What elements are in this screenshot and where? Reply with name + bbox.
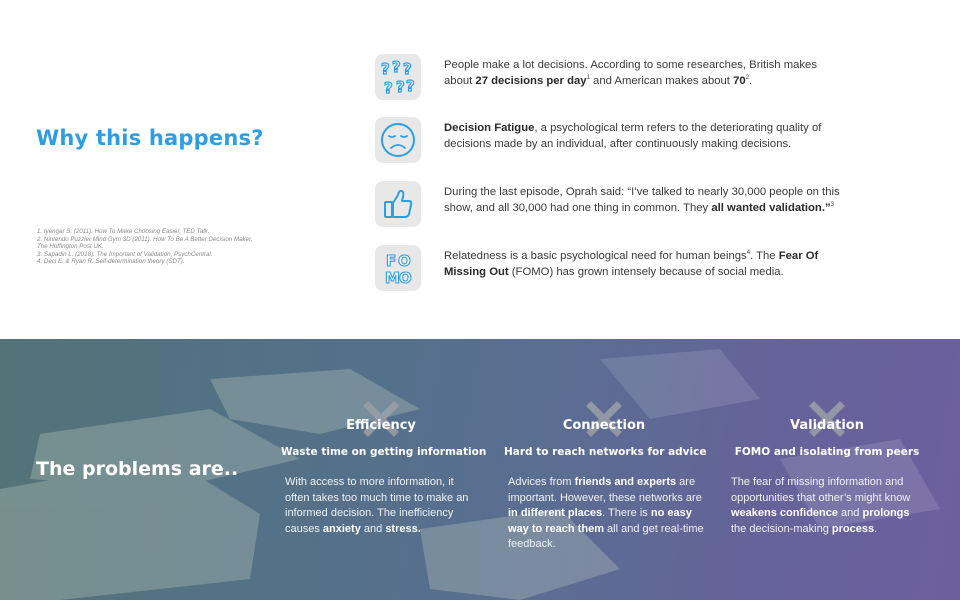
question-marks-icon: [375, 54, 421, 100]
problem-column-efficiency: [281, 399, 487, 537]
svg-text:?: ?: [381, 60, 390, 78]
problem-description: The fear of missing information and opportunities that other’s might know weakens confidence and prolongs the decision-making process.: [731, 476, 911, 535]
sad-face-icon: [375, 117, 421, 163]
problem-subtitle: Waste time on getting information: [281, 446, 487, 458]
problem-title: Validation: [790, 418, 864, 433]
svg-text:F: F: [386, 252, 397, 270]
reference-item: 2. Nintendo Puzzler Mind Gym 3D (2011). How To Be A Better Decision Maker,: [37, 235, 253, 243]
reason-row-decisions: [375, 54, 845, 100]
svg-text:?: ?: [396, 78, 405, 96]
problems-title: The problems are..: [36, 458, 239, 480]
section-title: Why this happens?: [36, 126, 264, 150]
svg-text:?: ?: [384, 79, 393, 97]
reason-text: People make a lot decisions. According to some researches, British makes about 27 decisions per day$^1$ and American makes about $70^2$.: [444, 59, 817, 87]
thumbs-up-icon: [375, 181, 421, 227]
problem-title: Efficiency: [346, 418, 416, 433]
fomo-icon: [375, 245, 421, 291]
problem-title: Connection: [562, 418, 646, 433]
reason-text: Relatedness is a basic psychological need for human beings$^4$. The Fear Of Missing Out (FOMO) has grown intensely because of social media.: [444, 250, 819, 278]
references-list: [37, 228, 287, 266]
reason-row-validation: [375, 181, 845, 227]
svg-text:?: ?: [403, 60, 412, 78]
reason-row-fatigue: [375, 117, 845, 163]
reason-text: During the last episode, Oprah said: “I’ve talked to nearly 30,000 people on this show, and all 30,000 had one thing in common. They all wanted validation.”$^3$: [444, 186, 840, 214]
problem-column-connection: [504, 399, 707, 553]
problem-description: With access to more information, it often takes too much time to make an informed decision. The inefficiency causes anxiety and stress.: [285, 476, 469, 535]
svg-text:O: O: [398, 252, 411, 270]
reference-item: 3. Sapadin L. (2018). The Important of Validation, PsychCentral.: [37, 250, 213, 258]
problem-subtitle: FOMO and isolating from peers: [734, 446, 920, 458]
problem-column-validation: [727, 399, 927, 537]
problem-description: Advices from friends and experts are important. However, these networks are in different places. There is no easy way to reach them all and get real-time feedback.: [508, 476, 704, 550]
problems-section: [0, 339, 960, 600]
reference-item: 4. Deci E. & Ryan R. Self-determination theory (SDT).: [37, 258, 185, 266]
svg-text:?: ?: [406, 77, 415, 95]
reason-text: Decision Fatigue, a psychological term refers to the deteriorating quality of decisions made by an individual, after continuously making decisions.: [444, 122, 822, 150]
reason-row-fomo: [375, 245, 845, 291]
reference-item: The Huffington Post UK.: [37, 243, 104, 251]
problem-subtitle: Hard to reach networks for advice: [504, 446, 707, 458]
svg-text:M: M: [385, 269, 400, 287]
svg-text:?: ?: [392, 58, 401, 76]
svg-text:O: O: [399, 269, 412, 287]
reference-item: 1. Iyengar S. (2011). How To Make Choosing Easier, TED Talk.: [37, 228, 210, 235]
